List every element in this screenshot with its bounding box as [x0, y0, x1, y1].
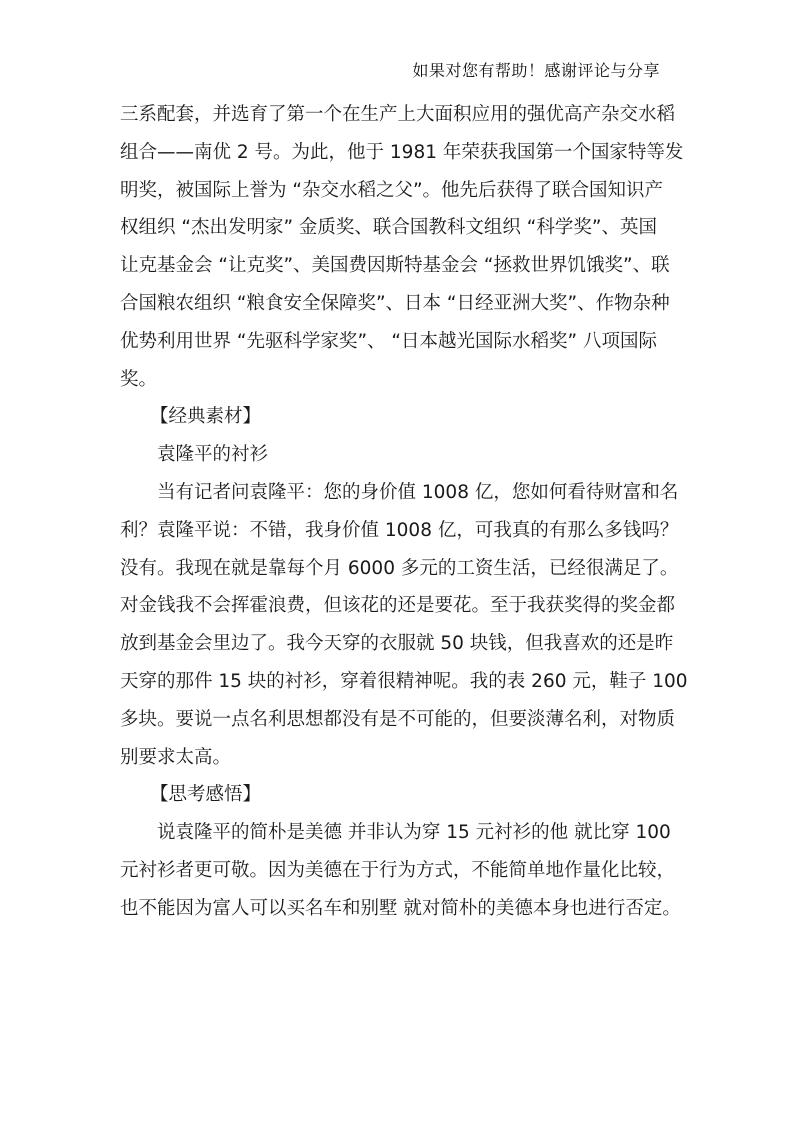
text-line: 合国粮农组织 “粮食安全保障奖”、日本 “日经亚洲大奖”、作物杂种	[120, 292, 670, 314]
section-heading: 【思考感悟】	[150, 784, 262, 806]
text-line: 元衬衫者更可敬。因为美德在于行为方式，不能简单地作量化比较，	[120, 859, 676, 881]
text-line: 说袁隆平的简朴是美德 并非认为穿 15 元衬衫的他 就比穿 100	[157, 822, 671, 844]
text-line: 明奖，被国际上誉为 “杂交水稻之父”。他先后获得了联合国知识产	[120, 179, 664, 201]
section-heading: 【经典素材】	[150, 406, 262, 428]
text-line: 也不能因为富人可以买名车和别墅 就对简朴的美德本身也进行否定。	[120, 897, 681, 919]
text-line: 利？袁隆平说：不错，我身价值 1008 亿，可我真的有那么多钱吗？	[120, 519, 679, 541]
text-line: 让克基金会 “让克奖”、美国费因斯特基金会 “拯救世界饥饿奖”、联	[120, 255, 670, 277]
text-line: 优势利用世界 “先驱科学家奖”、 “日本越光国际水稻奖” 八项国际	[120, 330, 657, 352]
text-line: 放到基金会里边了。我今天穿的衣服就 50 块钱，但我喜欢的还是昨	[120, 633, 674, 655]
document-body	[120, 96, 686, 928]
text-line: 多块。要说一点名利思想都没有是不可能的，但要淡薄名利，对物质	[120, 708, 676, 730]
text-line: 组合——南优 2 号。为此，他于 1981 年荣获我国第一个国家特等发	[120, 141, 684, 163]
header-note: 如果对您有帮助！感谢评论与分享	[412, 61, 660, 80]
text-line: 别要求太高。	[120, 746, 232, 768]
subsection-title: 袁隆平的衬衫	[157, 444, 269, 466]
text-line: 奖。	[120, 368, 158, 390]
text-line: 没有。我现在就是靠每个月 6000 多元的工资生活，已经很满足了。	[120, 557, 679, 579]
text-line: 对金钱我不会挥霍浪费，但该花的还是要花。至于我获奖得的奖金都	[120, 595, 676, 617]
text-line: 天穿的那件 15 块的衬衫，穿着很精神呢。我的表 260 元，鞋子 100	[120, 670, 688, 692]
text-line: 三系配套，并选育了第一个在生产上大面积应用的强优高产杂交水稻	[120, 104, 676, 125]
text-line: 当有记者问袁隆平：您的身价值 1008 亿，您如何看待财富和名	[157, 481, 679, 503]
text-line: 权组织 “杰出发明家” 金质奖、联合国教科文组织 “科学奖”、英国	[120, 217, 657, 239]
